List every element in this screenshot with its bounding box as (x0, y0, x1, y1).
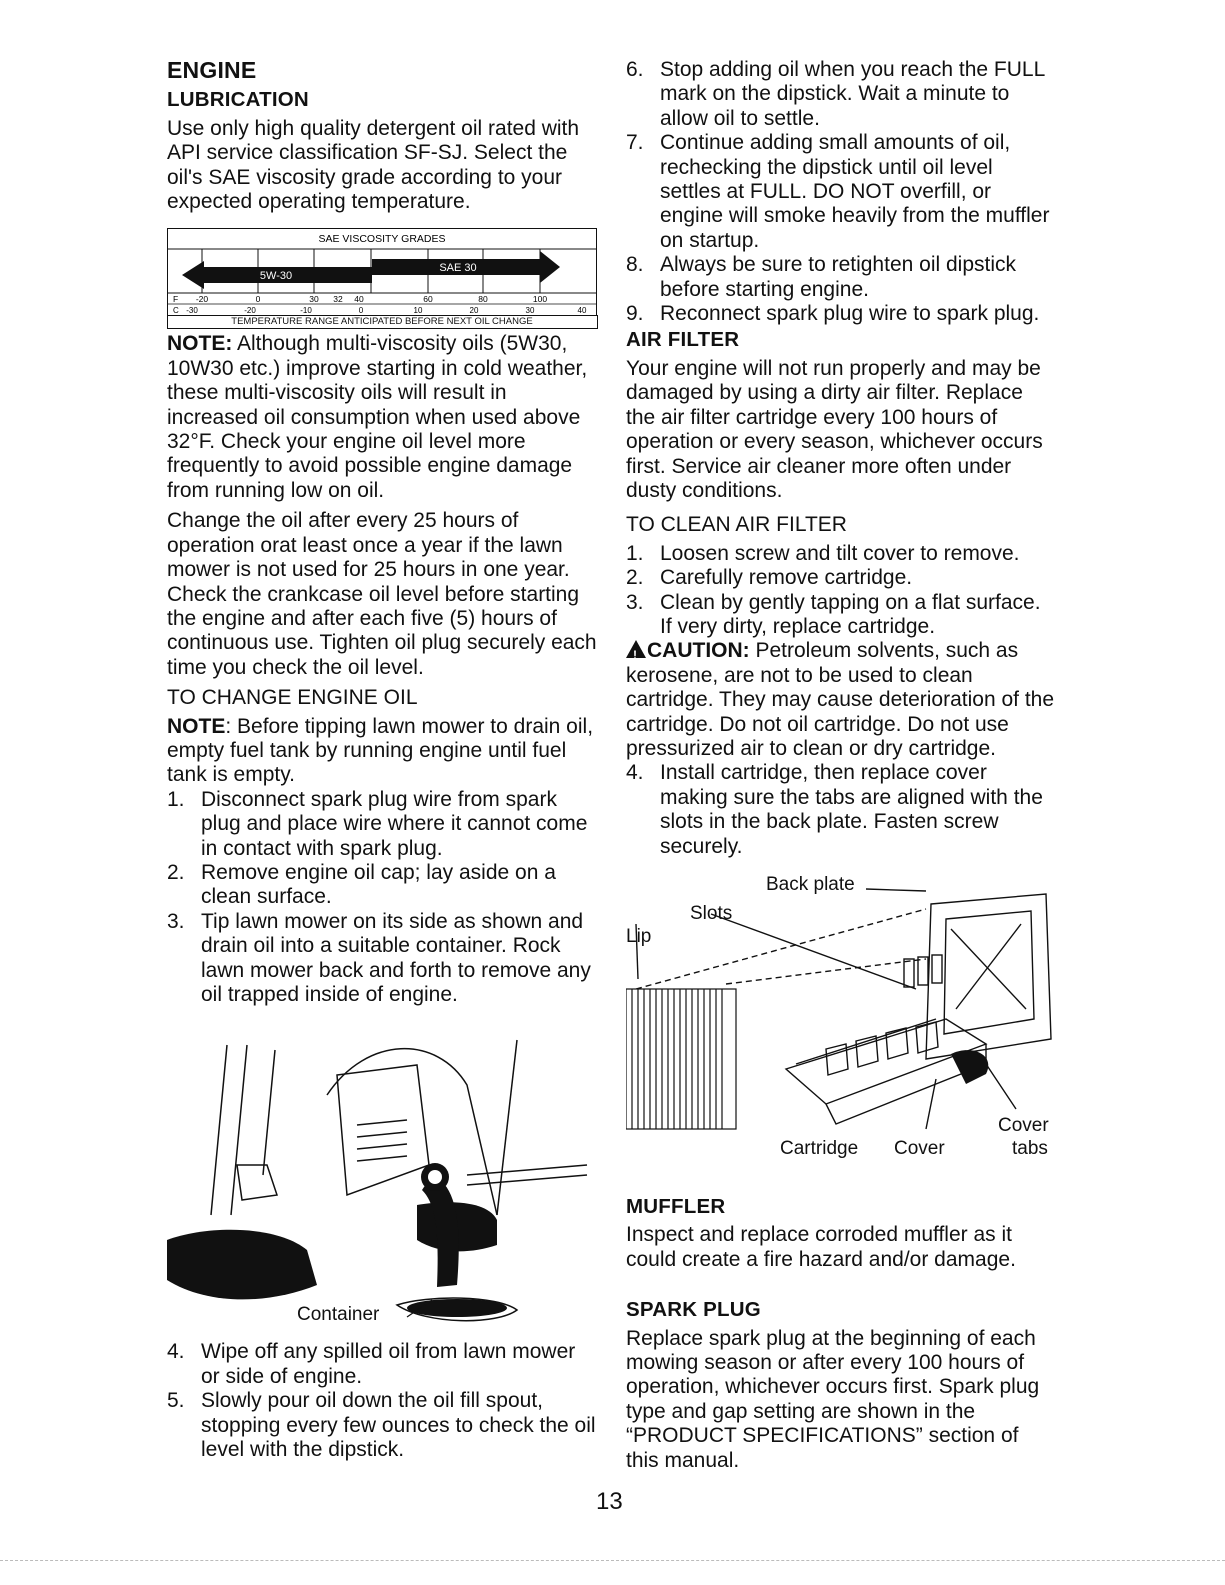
muffler-heading: MUFFLER (626, 1195, 726, 1218)
f-tick: 40 (354, 294, 364, 305)
step-number: 5. (167, 1389, 185, 1413)
list-item (626, 591, 1056, 640)
f-tick: -20 (195, 294, 209, 305)
f-tick: 0 (255, 294, 261, 305)
air-filter-intro: Your engine will not run properly and may be damaged by using a dirty air filter. Replace the air filter cartridge every 100 hours of operation or every season, whichever occurs first. Service air cleaner more often under dusty conditions. (626, 356, 1043, 502)
step-text: Install cartridge, then replace cover making sure the tabs are aligned with the slots in the back plate. Fasten screw securely. (660, 761, 1043, 858)
list-item (626, 542, 1056, 566)
step-number: 7. (626, 131, 644, 155)
step-text: Slowly pour oil down the oil fill spout, stopping every few ounces to check the oil level with the dipstick. (201, 1389, 596, 1462)
cover-label: Cover (894, 1138, 945, 1159)
caution-label: CAUTION: (647, 639, 750, 663)
cover-tabs-label-line1: Cover (998, 1115, 1049, 1136)
container-label: Container (297, 1304, 380, 1326)
oil-change-interval: Change the oil after every 25 hours of operation orat least once a year if the lawn mower is not used for 25 hours in one year. (167, 509, 570, 582)
page-number: 13 (596, 1488, 623, 1515)
list-item (167, 1389, 599, 1462)
bar-5w30-label: 5W-30 (259, 270, 293, 283)
step-text: Remove engine oil cap; lay aside on a clean surface. (201, 860, 556, 909)
note-fuel-tank (167, 715, 599, 788)
c-tick: -10 (300, 306, 312, 316)
note-label: NOTE: (167, 332, 233, 356)
step-number: 3. (626, 590, 644, 614)
air-filter-illustration (626, 869, 1056, 1169)
oil-steps-list-b (167, 1340, 599, 1462)
c-tick: 10 (413, 306, 423, 316)
list-item (626, 761, 1056, 859)
warning-triangle-icon (626, 640, 646, 658)
c-tick: 30 (525, 306, 535, 316)
spark-plug-text: Replace spark plug at the beginning of each mowing season or after every 100 hours of operation, whichever occurs first. Spark plug type and gap setting are shown in the “PRODUCT SPECIFICATIONS” section of this manual. (626, 1326, 1040, 1472)
air-filter-heading: AIR FILTER (626, 328, 740, 352)
list-item (167, 861, 599, 910)
c-tick: -30 (186, 306, 198, 316)
step-number: 3. (167, 909, 185, 933)
f-tick: 60 (423, 294, 433, 305)
step-text: Continue adding small amounts of oil, rechecking the dipstick until oil level settles at FULL. DO NOT overfill, or engine will smoke heavily from the muffler on startup. (660, 131, 1050, 252)
step-number: 2. (626, 566, 644, 590)
step-number: 2. (167, 860, 185, 884)
chart-title: SAE VISCOSITY GRADES (318, 233, 446, 246)
bar-sae30-label: SAE 30 (439, 262, 477, 275)
list-item (626, 253, 1056, 302)
list-item (626, 566, 1056, 590)
step-number: 9. (626, 302, 644, 326)
note-multi-viscosity (167, 332, 599, 503)
f-tick: 30 (309, 294, 319, 305)
back-plate-label: Back plate (766, 874, 855, 895)
mower-tipped-drawing (167, 1025, 599, 1340)
step-text: Reconnect spark plug wire to spark plug. (660, 302, 1040, 326)
air-filter-steps (626, 542, 1056, 640)
step-number: 8. (626, 253, 644, 277)
list-item (167, 788, 599, 861)
list-item (626, 58, 1056, 131)
list-item (167, 1340, 599, 1389)
change-oil-subheading: TO CHANGE ENGINE OIL (167, 686, 418, 710)
drain-oil-illustration (167, 1025, 599, 1340)
list-item (626, 302, 1056, 326)
c-tick: 40 (577, 306, 587, 316)
chart-caption: TEMPERATURE RANGE ANTICIPATED BEFORE NEXT OIL CHANGE (167, 315, 598, 329)
step-text: Carefully remove cartridge. (660, 566, 913, 590)
c-tick: 0 (358, 306, 364, 316)
step-text: Clean by gently tapping on a flat surface. If very dirty, replace cartridge. (660, 590, 1041, 638)
scan-edge-divider (0, 1560, 1225, 1561)
step-text: Wipe off any spilled oil from lawn mower or side of engine. (201, 1340, 576, 1388)
step-number: 4. (167, 1340, 185, 1364)
caution-paragraph (626, 639, 1056, 761)
note-text: Although multi-viscosity oils (5W30, 10W30 etc.) improve starting in cold weather, these multi-viscosity oils will result in increased oil consumption when used above 32°F. Check your engine oil level more frequently to avoid possible engine damage from running low on oil. (167, 332, 588, 502)
oil-steps-list-c (626, 58, 1056, 326)
right-column (626, 58, 1056, 1473)
spark-plug-heading: SPARK PLUG (626, 1298, 761, 1322)
viscosity-chart-graphic (168, 229, 596, 315)
f-scale-label: F (173, 294, 179, 305)
lubrication-heading: LUBRICATION (167, 88, 309, 112)
step-text: Stop adding oil when you reach the FULL mark on the dipstick. Wait a minute to allow oil to settle. (660, 58, 1045, 130)
caution-text: Petroleum solvents, such as kerosene, are not to be used to clean cartridge. They may cause deterioration of the cartridge. Do not oil cartridge. Do not use pressurized air to clean or dry cartridge. (626, 639, 1055, 760)
cover-tabs-label-line2: tabs (1012, 1138, 1048, 1159)
c-scale-label: C (173, 306, 179, 316)
list-item (626, 131, 1056, 253)
step-number: 1. (626, 541, 644, 565)
viscosity-chart (167, 228, 597, 328)
list-item (167, 910, 599, 1008)
cartridge-label: Cartridge (780, 1138, 859, 1159)
clean-air-filter-subheading: TO CLEAN AIR FILTER (626, 513, 847, 537)
lubrication-intro: Use only high quality detergent oil rated with API service classification SF-SJ. Select the oil's SAE viscosity grade according to your expected operating temperature. (167, 116, 580, 214)
step-number: 4. (626, 761, 644, 785)
step-number: 6. (626, 58, 644, 81)
step-text: Disconnect spark plug wire from spark plug and place wire where it cannot come in contact with spark plug. (201, 787, 588, 860)
c-tick: 20 (469, 306, 479, 316)
f-tick: 32 (333, 294, 343, 305)
left-column (167, 58, 599, 1462)
muffler-text: Inspect and replace corroded muffler as it could create a fire hazard and/or damage. (626, 1223, 1016, 1271)
step-text: Loosen screw and tilt cover to remove. (660, 541, 1020, 565)
note-label: NOTE (167, 714, 226, 738)
oil-check-instructions: Check the crankcase oil level before starting the engine and after each five (5) hours of continuous use. Tighten oil plug securely each time you check the oil level. (167, 582, 597, 679)
step-text: Always be sure to retighten oil dipstick before starting engine. (660, 253, 1017, 301)
lip-label: Lip (626, 926, 652, 947)
c-tick: -20 (244, 306, 256, 316)
air-filter-step-4 (626, 761, 1056, 859)
oil-steps-list-a (167, 788, 599, 1008)
note-text: : Before tipping lawn mower to drain oil, empty fuel tank by running engine until fuel tank is empty. (167, 714, 594, 787)
engine-heading: ENGINE (167, 57, 257, 83)
f-tick: 100 (532, 294, 548, 305)
step-number: 1. (167, 787, 185, 811)
slots-label: Slots (690, 903, 733, 924)
step-text: Tip lawn mower on its side as shown and drain oil into a suitable container. Rock lawn mower back and forth to remove any oil trapped inside of engine. (201, 909, 591, 1006)
f-tick: 80 (478, 294, 488, 305)
